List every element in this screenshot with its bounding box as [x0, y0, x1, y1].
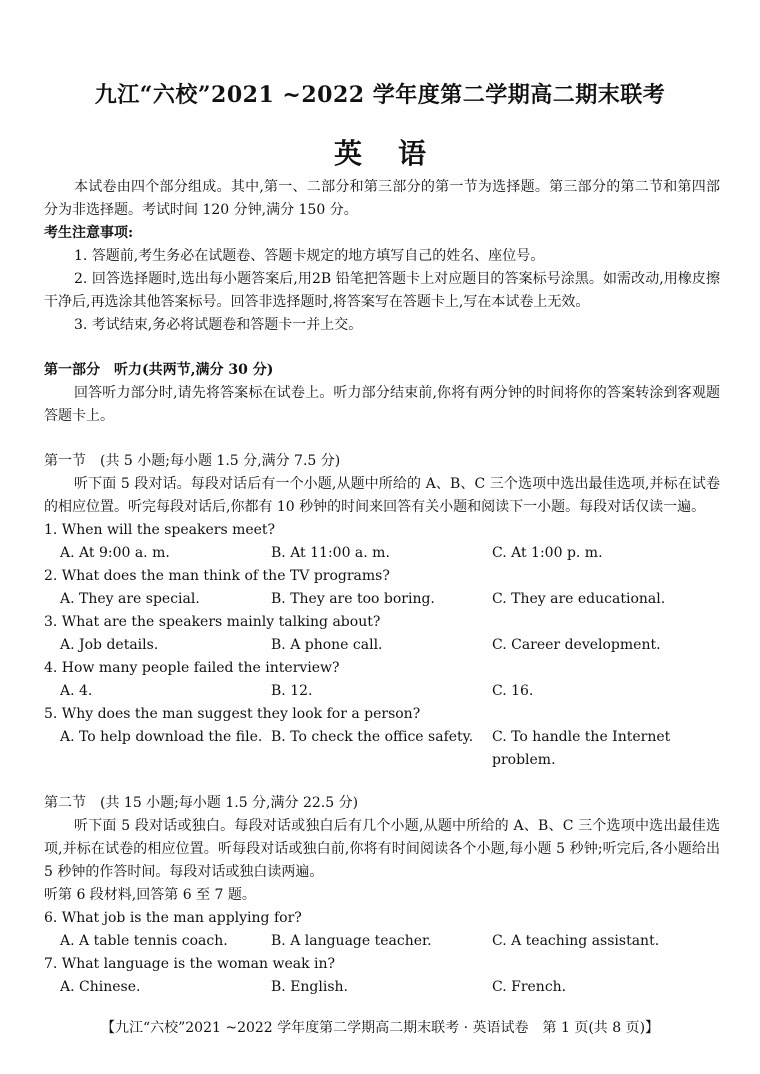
option-c: C. Career development.: [492, 637, 661, 653]
option-b: B. A phone call.: [271, 637, 383, 653]
option-b: B. 12.: [271, 683, 313, 699]
option-b: B. To check the office safety.: [271, 729, 474, 745]
question-options: [60, 726, 720, 772]
option-a: A. To help download the file.: [60, 729, 263, 745]
part1-heading: 第一部分 听力(共两节,满分 30 分): [44, 362, 274, 378]
question-options: [60, 680, 720, 703]
section1-instructions: 听下面 5 段对话。每段对话后有一个小题,从题中所给的 A、B、C 三个选项中选出最佳选项,并标在试卷的相应位置。听完每段对话后,你都有 10 秒钟的时间来回答有关小题和阅读下一小题。每段对话仅读一遍。: [44, 476, 720, 515]
exam-subject: 英语: [333, 137, 462, 170]
question-1: [44, 519, 720, 565]
question-options: [60, 930, 720, 953]
question-options: [60, 588, 720, 611]
option-a: A. 4.: [60, 683, 93, 699]
question-7: [44, 953, 720, 999]
option-a: A. Job details.: [60, 637, 159, 653]
question-stem: 1. When will the speakers meet?: [44, 522, 276, 538]
option-a: A. Chinese.: [60, 979, 141, 995]
option-c: C. French.: [492, 979, 567, 995]
intro-paragraph: 本试卷由四个部分组成。其中,第一、二部分和第三部分的第一节为选择题。第三部分的第二节和第四部分为非选择题。考试时间 120 分钟,满分 150 分。: [44, 179, 720, 218]
question-stem: 5. Why does the man suggest they look for a person?: [44, 706, 421, 722]
question-options: [60, 976, 720, 999]
question-options: [60, 634, 720, 657]
question-stem: 4. How many people failed the interview?: [44, 660, 340, 676]
option-b: B. English.: [271, 979, 348, 995]
option-b: B. They are too boring.: [271, 591, 435, 607]
notice-item: 1. 答题前,考生务必在试题卷、答题卡规定的地方填写自己的姓名、座位号。: [74, 248, 545, 264]
notice-item: 3. 考试结束,务必将试题卷和答题卡一并上交。: [74, 317, 363, 333]
option-b: B. A language teacher.: [271, 933, 432, 949]
question-5: [44, 703, 720, 772]
part1-instructions: 回答听力部分时,请先将答案标在试卷上。听力部分结束前,你将有两分钟的时间将你的答案转涂到客观题答题卡上。: [44, 385, 720, 424]
exam-body: [44, 176, 720, 999]
section2-instructions: 听下面 5 段对话或独白。每段对话或独白后有几个小题,从题中所给的 A、B、C 三个选项中选出最佳选项,并标在试卷的相应位置。听每段对话或独白前,你将有时间阅读各个小题,每小题 5 秒钟;听完后,各小题给出 5 秒钟的作答时间。每段对话或独白读两遍。: [44, 818, 720, 880]
exam-title: 九江“六校”2021 ~2022 学年度第二学期高二期末联考: [94, 82, 666, 108]
question-stem: 3. What are the speakers mainly talking about?: [44, 614, 381, 630]
option-a: A. A table tennis coach.: [60, 933, 228, 949]
section1-heading: 第一节 (共 5 小题;每小题 1.5 分,满分 7.5 分): [44, 453, 341, 469]
option-a: A. They are special.: [60, 591, 200, 607]
option-c: C. They are educational.: [492, 591, 666, 607]
notice-item: 2. 回答选择题时,选出每小题答案后,用2B 铅笔把答题卡上对应题目的答案标号涂黑。如需改动,用橡皮擦干净后,再选涂其他答案标号。回答非选择题时,将答案写在答题卡上,写在本试卷上无效。: [44, 271, 720, 310]
option-c: C. A teaching assistant.: [492, 933, 660, 949]
question-2: [44, 565, 720, 611]
option-a: A. At 9:00 a. m.: [60, 545, 170, 561]
notice-heading: 考生注意事项:: [44, 225, 134, 241]
question-stem: 7. What language is the woman weak in?: [44, 956, 336, 972]
page-footer: 【九江“六校”2021 ~2022 学年度第二学期高二期末联考 · 英语试卷 第 1 页(共 8 页)】: [100, 1020, 660, 1036]
question-stem: 6. What job is the man applying for?: [44, 910, 302, 926]
question-3: [44, 611, 720, 657]
question-options: [60, 542, 720, 565]
question-stem: 2. What does the man think of the TV programs?: [44, 568, 390, 584]
option-c: C. 16.: [492, 683, 534, 699]
option-c: C. At 1:00 p. m.: [492, 545, 603, 561]
question-6: [44, 907, 720, 953]
option-c: C. To handle the Internet problem.: [492, 729, 671, 768]
section2-material: 听第 6 段材料,回答第 6 至 7 题。: [44, 887, 256, 903]
option-b: B. At 11:00 a. m.: [271, 545, 390, 561]
section2-heading: 第二节 (共 15 小题;每小题 1.5 分,满分 22.5 分): [44, 795, 359, 811]
question-4: [44, 657, 720, 703]
